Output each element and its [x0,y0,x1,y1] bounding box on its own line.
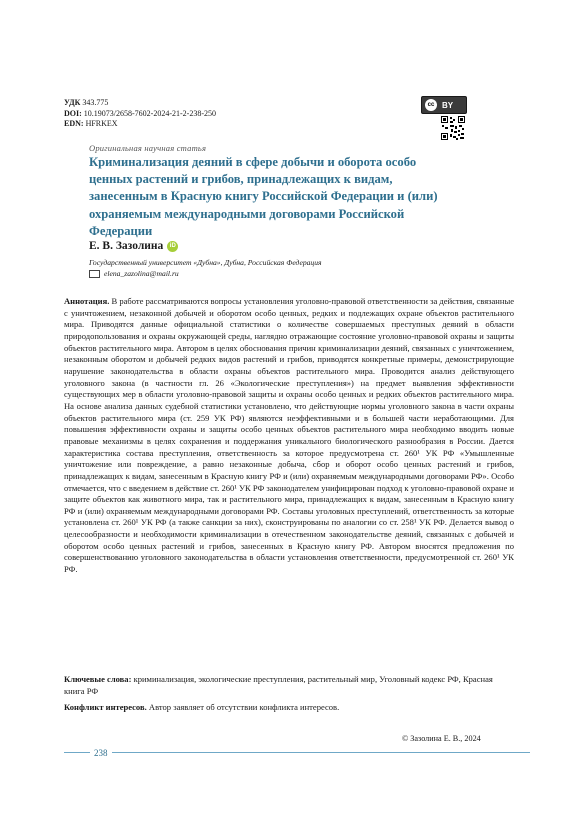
doi-line [64,109,216,120]
keywords-label: Ключевые слова: [64,674,132,684]
envelope-icon [89,270,100,278]
article-meta [64,98,216,130]
edn-label: EDN: [64,119,84,128]
abstract [64,296,514,576]
udc-value: 343.775 [82,98,109,107]
udc-label: УДК [64,98,81,107]
udc-line [64,98,216,109]
orcid-icon[interactable]: iD [167,241,178,252]
article-type: Оригинальная научная статья [89,143,207,153]
cc-by-license-badge[interactable] [421,96,467,114]
footer-rule [64,752,530,753]
edn-value: HFRKEX [85,119,118,128]
by-label: BY [442,100,454,110]
author-email-line [89,269,179,278]
author-line [89,240,178,252]
author-name: Е. В. Зазолина [89,240,164,252]
doi-link[interactable]: 10.19073/2658-7602-2024-21-2-238-250 [83,108,216,118]
article-title: Криминализация деяний в сфере добычи и оборота особо ценных растений и грибов, принадлежащих к видам, занесенным в Красную книгу Российской Федерации и (или) охраняемым международными договорами Российской Федерации [89,155,438,238]
author-affiliation: Государственный университет «Дубна», Дубна, Российская Федерация [89,258,322,267]
cc-icon: cc [425,99,437,111]
keywords-text: криминализация, экологические преступления, растительный мир, Уголовный кодекс РФ, Красная книга РФ [64,674,493,696]
doi-label: DOI: [64,108,82,118]
conflict-label: Конфликт интересов. [64,702,147,712]
qr-code-icon[interactable] [441,116,465,140]
copyright-notice: © Зазолина Е. В., 2024 [402,734,481,743]
abstract-text: В работе рассматриваются вопросы установления уголовно-правовой ответственности за действия, связанные с уничтожением, незаконной добычей и оборотом особо ценных, редких и подлежащих охране объектов растительного мира. Приводятся данные официальной статистики о количестве совершаемых преступных деяний в области природопользования и охраны окружающей среды, наглядно отражающие состояние уголовно-правовой охраны и защиты объектов растительного мира. Автором в целях обоснования причин криминализации деяний, связанных с уничтожением, незаконным оборотом и добычей редких видов растений и грибов, приводятся конкретные примеры, демонстрирующие нарушение законодательства в области охраны объектов растительного мира. Проводится анализ действующего уголовного закона (в частности гл. 26 «Экологические преступления») на предмет выявления эффективности существующих мер в области уголовно-правовой защиты и охраны особо ценных и редких объектов растительного мира. На основе анализа данных судебной статистики установлено, что действующие нормы уголовного закона в части охраны объектов растительного мира (ст. 259 УК РФ) являются неэффективными и в большей части неработающими. Для повышения эффективности охраны и защиты особо ценных объектов растительного мира необходимо вводить новые правовые механизмы в целях сохранения и поддержания уникального биологического разнообразия в России. Дается характеристика состава преступления, ответственность за которое предусмотрена ст. 260¹ УК РФ «Умышленные уничтожение или повреждение, а равно незаконные добыча, сбор и оборот особо ценных растений и грибов, принадлежащих к видам, занесенным в Красную книгу РФ и (или) охраняемым международными договорами РФ». Особо отмечается, что с введением в действие ст. 260¹ УК РФ законодателем унифицирован подход к уголовно-правовой охране и защите объектов как животного мира, так и растительного мира, принадлежащих к видам, занесенным в Красную книгу РФ и (или) охраняемым международными договорами РФ. Составы уголовных преступлений, ответственность за которые установлена ст. 260¹ УК РФ (а также санкции за них), сконструированы по аналогии со ст. 258¹ УК РФ. Делается вывод о целесообразности и необходимости криминализации в отечественном законодательстве деяний, связанных с добычей и оборотом особо ценных растений и грибов, занесенных в Красную книгу РФ. Автором вносятся предложения по совершенствованию уголовного законодательства в области установления ответственности, предусмотренной ст. 260¹ УК РФ. [64,296,514,575]
edn-line [64,119,216,130]
author-email[interactable]: elena_zazolina@mail.ru [104,269,179,278]
keywords [64,674,514,697]
page-number: 238 [90,748,112,758]
conflict-text: Автор заявляет об отсутствии конфликта интересов. [148,702,340,712]
abstract-label: Аннотация. [64,296,110,306]
conflict-of-interest [64,702,514,714]
